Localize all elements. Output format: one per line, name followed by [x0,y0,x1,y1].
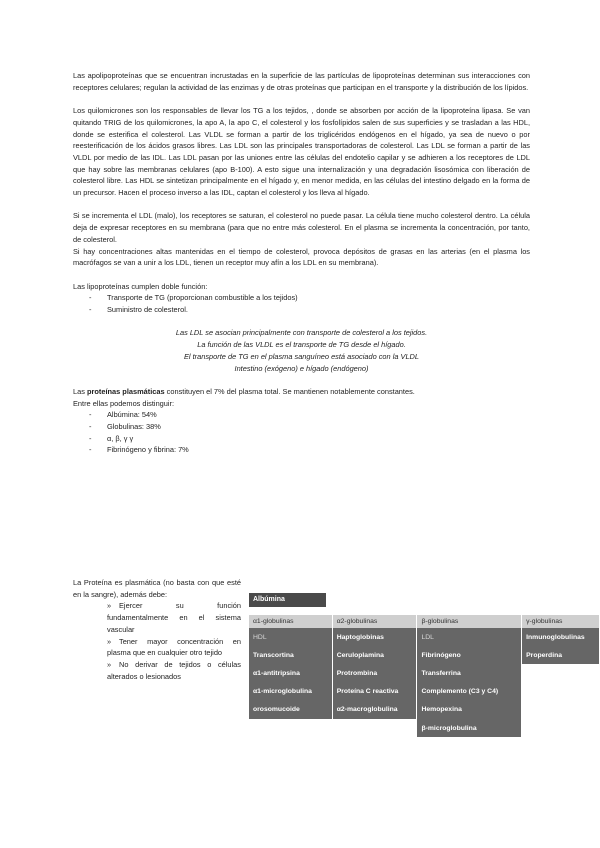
table-cell: Transcortina [249,646,332,664]
table-row [249,628,600,646]
table-cell [522,664,600,682]
functions-intro: Las lipoproteínas cumplen doble función: [73,281,208,291]
table-cell: Haptoglobinas [332,628,417,646]
table-cell: Inmunoglobulinas [522,628,600,646]
table-cell: β-microglobulina [417,719,522,737]
table-header-row [249,615,600,628]
requirements-list [73,600,241,682]
table-row [249,646,600,664]
plasma-proteins-paragraph: Las proteínas plasmáticas constituyen el 7% del plasma total. Se mantienen notablemente constantes. [73,386,415,396]
table-cell: Complemento (C3 y C4) [417,683,522,701]
table-cell: α1-antitripsina [249,664,332,682]
summary-line: Las LDL se asocian principalmente con transporte de colesterol a los tejidos. [175,328,428,338]
list-item: » Tener mayor concentración en plasma que en cualquier otro tejido [73,636,241,659]
list-item: » Ejercer su función fundamentalmente en el sistema vascular [73,600,241,635]
table-cell [332,719,417,737]
list-item: » No derivar de tejidos o células alterados o lesionados [73,659,241,682]
document-body [73,70,530,456]
paragraph-cholesterol-deposits: Si hay concentraciones altas mantenidas en el tiempo de colesterol, provoca depósitos de grasas en las arterias (en el plasma los macrófagos se van a unir a los LDL, tienen un receptor muy afín a los LDL en su membrana). [73,246,530,268]
table-cell [249,719,332,737]
table-cell: Ceruloplamina [332,646,417,664]
summary-line: La función de las VLDL es el transporte de TG desde el hígado. [197,340,406,350]
table-row [249,701,600,719]
table-cell: Hemopexina [417,701,522,719]
requirements-column [73,577,241,682]
list-item: - Transporte de TG (proporcionan combustible a los tejidos) [73,292,530,304]
globulins-table [249,615,600,737]
functions-list [73,292,530,315]
table-cell: HDL [249,628,332,646]
table-row [249,719,600,737]
list-item: - Globulinas: 38% [73,421,530,433]
table-cell: Fibrinógeno [417,646,522,664]
column-header: β-globulinas [417,615,522,628]
table-cell: α1-microglobulina [249,683,332,701]
paragraph-apolipoproteins: Las apolipoproteínas que se encuentran incrustadas en la superficie de las partículas de lipoproteínas determinan sus interacciones con receptores celulares; regulan la actividad de las enzimas y de otras proteínas que participan en el transporte y la distribución de los lípidos. [73,71,530,92]
column-header: α2-globulinas [332,615,417,628]
column-header: α1-globulinas [249,615,332,628]
column-header: γ-globulinas [522,615,600,628]
table-cell: LDL [417,628,522,646]
summary-block [73,327,530,374]
table-cell [522,719,600,737]
paragraph-ldl-increase: Si se incrementa el LDL (malo), los receptores se saturan, el colesterol no puede pasar. La célula tiene mucho colesterol dentro. La célula deja de expresar receptores en su membrana (para que no entre más colesterol. En el plasma se incrementa la concentración, por tanto, de colesterol. [73,211,530,244]
plasma-proteins-line2: Entre ellas podemos distinguir: [73,398,175,408]
table-cell [522,701,600,719]
table-cell: Protrombina [332,664,417,682]
albumin-header: Albúmina [249,593,326,607]
summary-line: El transporte de TG en el plasma sanguíneo está asociado con la VLDL [184,351,419,361]
table-cell: α2-macroglobulina [332,701,417,719]
table-cell: orosomucoide [249,701,332,719]
plasma-proteins-term: proteínas plasmáticas [86,386,165,396]
paragraph-chylomicrons: Los quilomicrones son los responsables de llevar los TG a los tejidos, , donde se absorben por acción de la lipoproteína lipasa. Se van quitando TRIG de los quilomicrones, la apo A, la apo C, el colesterol y los fosfolípidos salen de sus superficies y se trasladan a las HDL, donde se esterifica el colesterol. Las VLDL se forman a partir de los triglicéridos endógenos en el hígado, ya sea de nuevo o por reesterificación de los ácidos grasos libres. Las LDL son las principales transportadoras de colesterol. Las LDL se forman a partir de las VLDL por medio de las IDL. Las LDL pasan por las uniones entre las células del endotelio capilar y se adhieren a los receptores de LDL que hay sobre las membranas celulares (apo B-100). A esto sigue una internalización y una degradación lisosómica con liberación de colesterol libre. Las HDL se sintetizan principalmente en el hígado y, en menor medida, en las células del intestino delgado en la forma de un precursor. Hacen el proceso inverso a las IDL, captan el colesterol y los lleva al hígado. [73,106,530,198]
list-item: - α, β, γ γ [73,433,530,445]
summary-line: Intestino (exógeno) e hígado (endógeno) [234,363,369,373]
table-row [249,664,600,682]
table-row [249,683,600,701]
table-cell: Proteína C reactiva [332,683,417,701]
list-item: - Albúmina: 54% [73,409,530,421]
table-cell [522,683,600,701]
table-cell: Properdina [522,646,600,664]
list-item: - Fibrinógeno y fibrina: 7% [73,444,530,456]
protein-intro: La Proteína es plasmática (no basta con que esté en la sangre), además debe: [73,578,241,599]
list-item: - Suministro de colesterol. [73,304,530,316]
fractions-list [73,409,530,456]
table-cell: Transferrina [417,664,522,682]
